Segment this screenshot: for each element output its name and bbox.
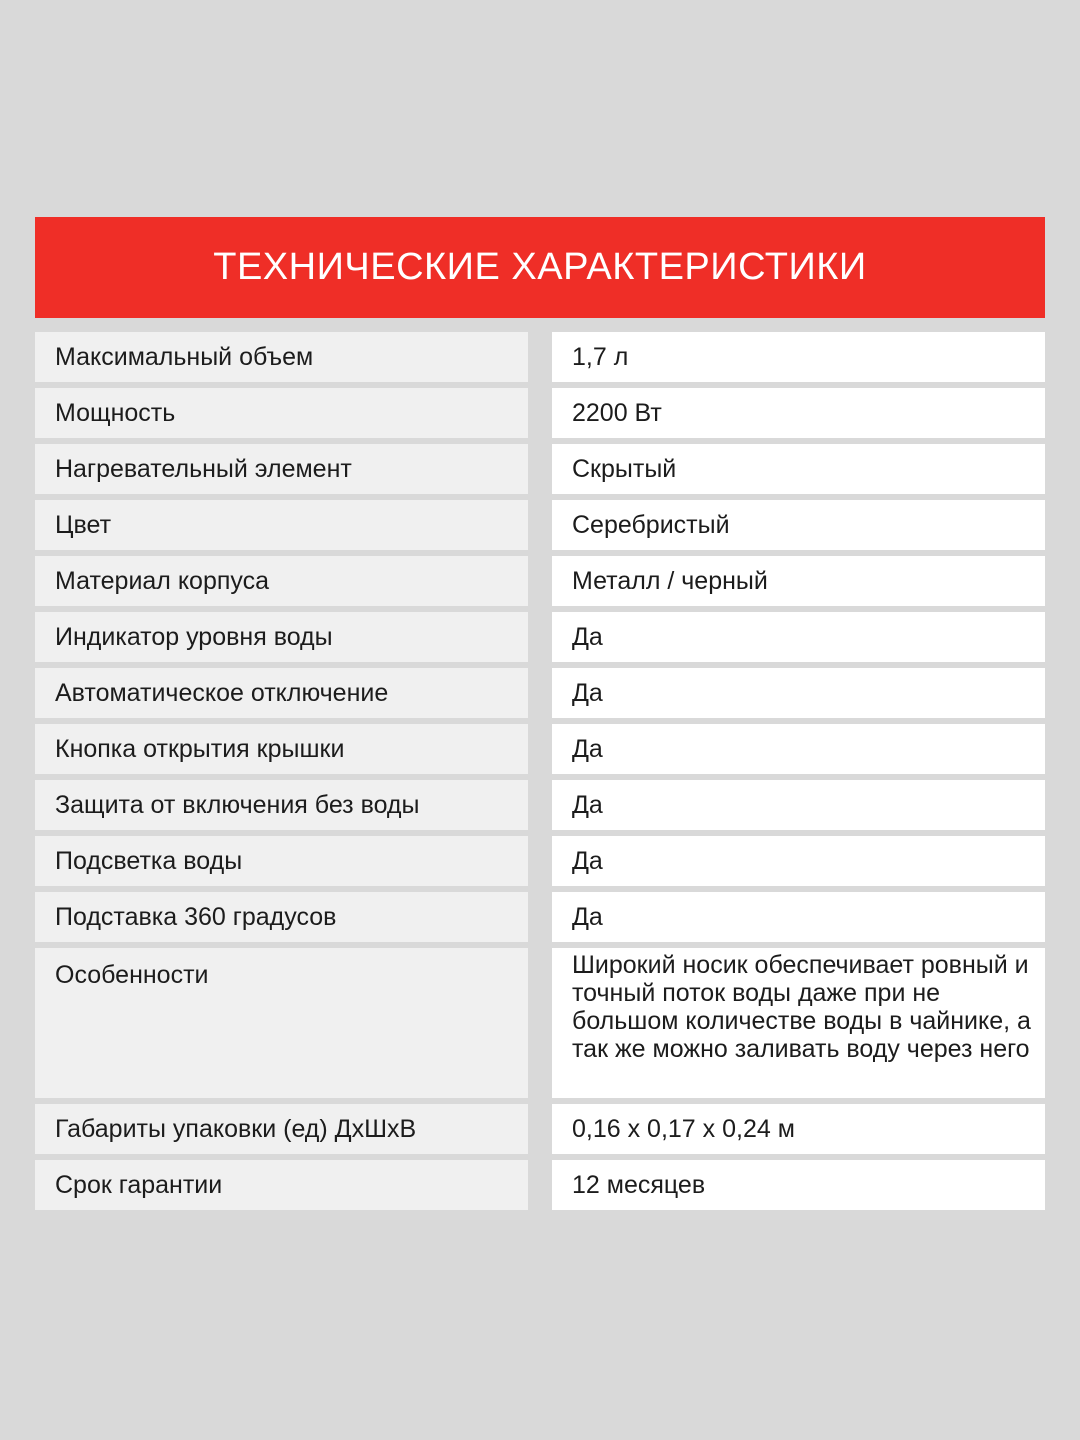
spec-value: Да [552,892,1045,942]
spec-label: Срок гарантии [35,1160,528,1210]
spec-value: 2200 Вт [552,388,1045,438]
spec-row-360-base [35,892,1045,942]
spec-value: Скрытый [552,444,1045,494]
spec-value: Серебристый [552,500,1045,550]
spec-value: Да [552,780,1045,830]
spec-value: 0,16 х 0,17 х 0,24 м [552,1104,1045,1154]
spec-row-warranty [35,1160,1045,1210]
spec-row-color [35,500,1045,550]
spec-label: Нагревательный элемент [35,444,528,494]
spec-label: Защита от включения без воды [35,780,528,830]
spec-row-max-volume [35,332,1045,382]
spec-row-features [35,948,1045,1098]
spec-label: Подсветка воды [35,836,528,886]
specs-table [35,332,1045,1210]
spec-label: Габариты упаковки (ед) ДхШхВ [35,1104,528,1154]
spec-value: Металл / черный [552,556,1045,606]
spec-row-dry-protection [35,780,1045,830]
spec-label: Максимальный объем [35,332,528,382]
spec-label: Автоматическое отключение [35,668,528,718]
spec-row-lid-button [35,724,1045,774]
spec-row-water-backlight [35,836,1045,886]
spec-value: 12 месяцев [552,1160,1045,1210]
spec-label: Особенности [35,948,528,1098]
spec-value: Да [552,668,1045,718]
spec-row-body-material [35,556,1045,606]
spec-value: Да [552,724,1045,774]
spec-value: Да [552,836,1045,886]
spec-value: Широкий носик обеспечивает ровный и точный поток воды даже при не большом количестве воды в чайнике, а так же можно заливать воду через него [552,948,1045,1098]
spec-row-package-dimensions [35,1104,1045,1154]
spec-label: Подставка 360 градусов [35,892,528,942]
header-banner [35,217,1045,318]
spec-row-water-level-indicator [35,612,1045,662]
spec-value: Да [552,612,1045,662]
spec-value: 1,7 л [552,332,1045,382]
spec-label: Материал корпуса [35,556,528,606]
spec-label: Индикатор уровня воды [35,612,528,662]
spec-row-power [35,388,1045,438]
spec-row-auto-shutoff [35,668,1045,718]
spec-label: Мощность [35,388,528,438]
spec-label: Кнопка открытия крышки [35,724,528,774]
spec-row-heating-element [35,444,1045,494]
page-title: ТЕХНИЧЕСКИЕ ХАРАКТЕРИСТИКИ [213,246,867,288]
spec-label: Цвет [35,500,528,550]
